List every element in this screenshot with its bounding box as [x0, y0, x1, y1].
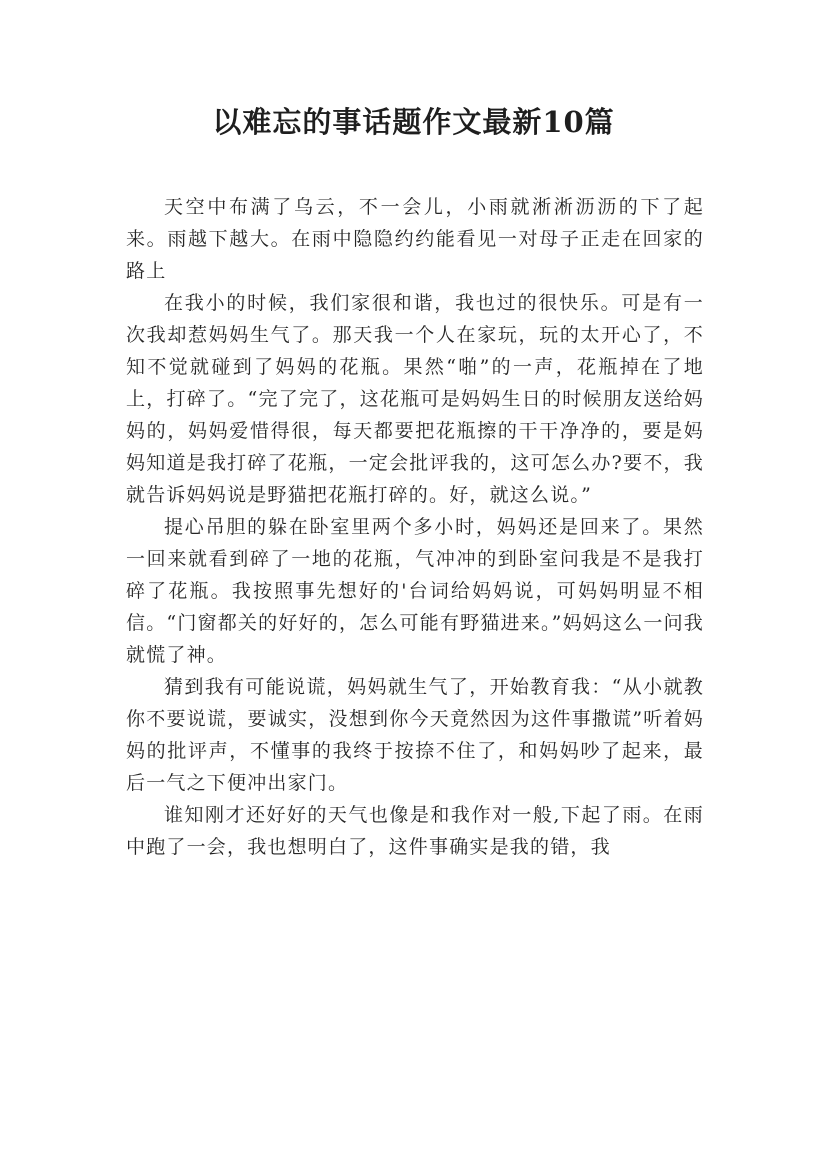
paragraph-1: 天空中布满了乌云，不一会儿，小雨就淅淅沥沥的下了起来。雨越下越大。在雨中隐隐约约能看见一对母子正走在回家的路上: [126, 196, 704, 282]
paragraph-5: 谁知刚才还好好的天气也像是和我作对一般,下起了雨。在雨中跑了一会，我也想明白了，这件事确实是我的错，我: [126, 804, 704, 858]
paragraph-2: 在我小的时候，我们家很和谐，我也过的很快乐。可是有一次我却惹妈妈生气了。那天我一个人在家玩，玩的太开心了，不知不觉就碰到了妈妈的花瓶。果然“啪”的一声，花瓶掉在了地上，打碎了。“完了完了，这花瓶可是妈妈生日的时候朋友送给妈妈的，妈妈爱惜得很，每天都要把花瓶擦的干干净净的，要是妈妈知道是我打碎了花瓶，一定会批评我的，这可怎么办?要不，我就告诉妈妈说是野猫把花瓶打碎的。好，就这么说。”: [126, 292, 704, 506]
paragraph-3: 提心吊胆的躲在卧室里两个多小时，妈妈还是回来了。果然一回来就看到碎了一地的花瓶，气冲冲的到卧室问我是不是我打碎了花瓶。我按照事先想好的'台词给妈妈说，可妈妈明显不相信。“门窗都关的好好的，怎么可能有野猫进来。”妈妈这么一问我就慌了神。: [126, 516, 704, 666]
document-title: 以难忘的事话题作文最新10篇: [212, 105, 615, 139]
paragraph-4: 猜到我有可能说谎，妈妈就生气了，开始教育我：“从小就教你不要说谎，要诚实，没想到你今天竟然因为这件事撒谎”听着妈妈的批评声，不懂事的我终于按捺不住了，和妈妈吵了起来，最后一气之下便冲出家门。: [126, 676, 704, 794]
document-body: [126, 191, 704, 863]
